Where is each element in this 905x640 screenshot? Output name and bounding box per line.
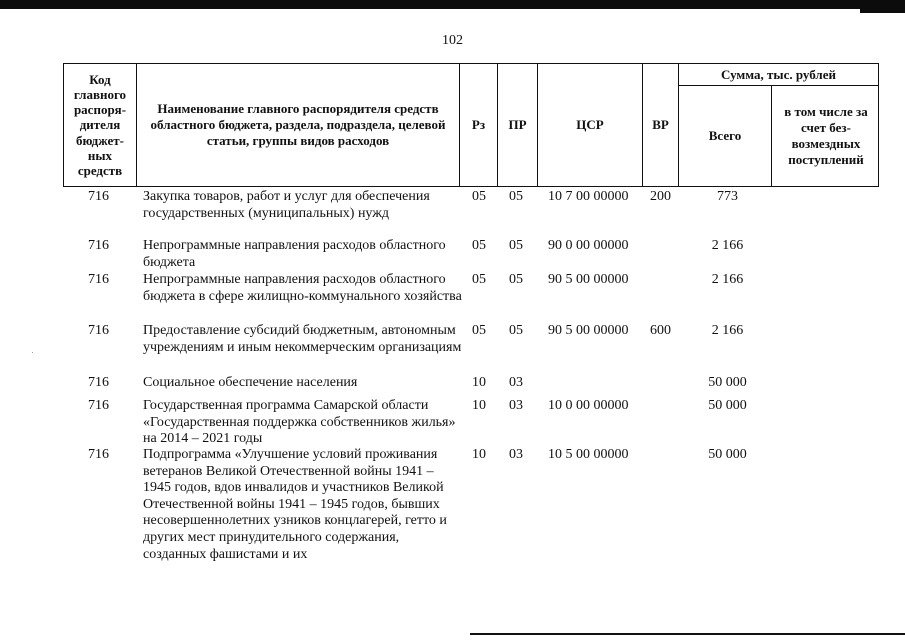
page-number: 102 — [442, 33, 463, 48]
cell-csr: 90 0 00 00000 — [548, 238, 629, 253]
cell-csr: 10 5 00 00000 — [548, 447, 629, 462]
cell-rz: 10 — [472, 398, 486, 413]
cell-pr: 03 — [509, 447, 523, 462]
cell-code: 716 — [88, 398, 109, 413]
cell-csr: 90 5 00 00000 — [548, 323, 629, 338]
cell-code: 716 — [88, 447, 109, 462]
header-code: Код главного распоря-дителя бюджет-ных средств — [73, 71, 127, 178]
cell-rz: 10 — [472, 447, 486, 462]
cell-name: Непрограммные направления расходов областного бюджета в сфере жилищно-коммунального хозяйства — [143, 272, 462, 304]
cell-total: 50 000 — [708, 447, 747, 462]
cell-csr: 10 0 00 00000 — [548, 398, 629, 413]
cell-code: 716 — [88, 272, 109, 287]
header-incl: в том числе за счет без-возмездных поступлений — [784, 104, 868, 167]
cell-total: 2 166 — [711, 323, 744, 338]
cell-code: 716 — [88, 375, 109, 390]
cell-rz: 05 — [472, 189, 486, 204]
cell-rz: 05 — [472, 272, 486, 287]
bottom-rule — [470, 633, 905, 635]
cell-pr: 05 — [509, 189, 523, 204]
cell-total: 50 000 — [708, 398, 747, 413]
cell-total: 50 000 — [708, 375, 747, 390]
cell-name: Предоставление субсидий бюджетным, автономным учреждениям и иным некоммерческим организациям — [143, 323, 462, 355]
cell-total: 2 166 — [711, 272, 744, 287]
cell-csr: 90 5 00 00000 — [548, 272, 629, 287]
header-total: Всего — [708, 128, 742, 143]
cell-name: Подпрограмма «Улучшение условий проживания ветеранов Великой Отечественной войны 1941 – 1945 годов, вдов инвалидов и участников Великой Отечественной войны 1941 – 1945 годов, бывших несовершеннолетних узников концлагерей, гетто и других мест принудительного содержания, созданных фашистами и их — [143, 447, 447, 562]
header-sum-group: Сумма, тыс. рублей — [721, 66, 836, 82]
cell-total: 773 — [717, 189, 738, 204]
cell-rz: 10 — [472, 375, 486, 390]
header-rz: Рз — [471, 117, 486, 132]
cell-rz: 05 — [472, 238, 486, 253]
cell-total: 2 166 — [711, 238, 744, 253]
cell-rz: 05 — [472, 323, 486, 338]
cell-csr: 10 7 00 00000 — [548, 189, 629, 204]
header-csr: ЦСР — [576, 117, 604, 132]
cell-pr: 05 — [509, 272, 523, 287]
scan-speck — [32, 352, 33, 353]
cell-name: Государственная программа Самарской области «Государственная поддержка собственников жилья» на 2014 – 2021 годы — [143, 398, 456, 447]
cell-name: Социальное обеспечение населения — [143, 375, 358, 390]
cell-name: Закупка товаров, работ и услуг для обеспечения государственных (муниципальных) нужд — [143, 189, 430, 221]
cell-code: 716 — [88, 189, 109, 204]
cell-code: 716 — [88, 323, 109, 338]
cell-vr: 200 — [650, 189, 671, 204]
cell-vr: 600 — [650, 323, 671, 338]
cell-pr: 03 — [509, 375, 523, 390]
cell-pr: 03 — [509, 398, 523, 413]
cell-pr: 05 — [509, 238, 523, 253]
header-name: Наименование главного распорядителя средств областного бюджета, раздела, подраздела, целевой статьи, группы видов расходов — [150, 101, 446, 148]
cell-pr: 05 — [509, 323, 523, 338]
cell-code: 716 — [88, 238, 109, 253]
header-vr: ВР — [652, 117, 669, 132]
header-pr: ПР — [508, 117, 527, 132]
cell-name: Непрограммные направления расходов областного бюджета — [143, 238, 446, 270]
